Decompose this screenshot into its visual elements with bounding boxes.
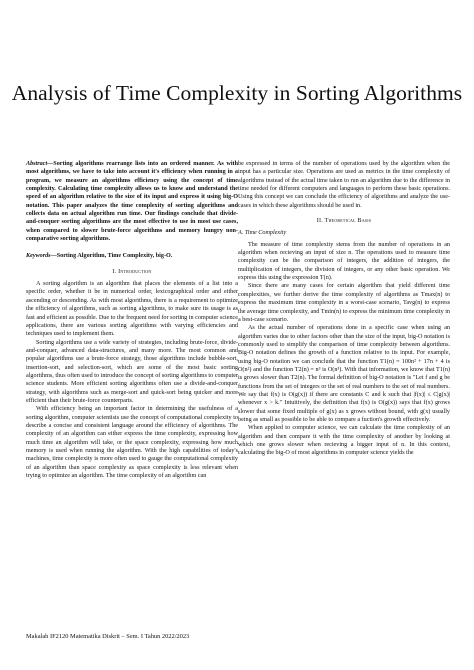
page-footer: Makalah IF2120 Matematika Diskrit – Sem. I Tahun 2022/2023 <box>26 633 190 640</box>
intro-paragraph-2: Sorting algorithms use a wide variety of strategies, including brute-force, divide-and-conquer, advanced data-structures, and many more. The most common and popular algorithms use a brute-force strategy, those algorithms include bubble-sort, insertion-sort, and selection-sort, which are some of the most basic sorting algorithms, thus often used to introduce the concept of sorting algorithms to computer science students. More efficient sorting algorithms often use a divide-and-conquer strategy, with algorithms such as merge-sort and quick-sort being quicker and more efficient than their brute-force counterparts. <box>26 339 238 404</box>
subsection-heading-time-complexity: A. Time Complexity <box>238 230 287 237</box>
theory-paragraph-2: Since there are many cases for certain algorithm that yield different time complexities, we further derive the time complexity of algorithms as Tmax(n) to express the maximum time complexity in a worst-case scenario, Tavg(n) to express the average time complexity, and Tmin(n) to express the minimum time complexity in a best-case scenario. <box>238 283 450 323</box>
right-column <box>238 160 450 458</box>
abstract <box>26 160 238 243</box>
theory-paragraph-4: When applied to computer science, we can calculate the time complexity of an algorithm and then compare it with the time complexity of another by looking at which one grows slower when recieving a bigger input of n. In this context, calculating the big-O of most algorithms in computer science yields the <box>238 425 450 457</box>
intro-paragraph-3: With efficiency being an important factor in determining the usefulness of a sorting algorithm, computer scientists use the concept of computational complexity to describe a concise and consistent language around the efficiency of algorithms. The complexity of an algorithm can either express the time complexity, expressing how much time an algorithm will take, or the space complexity, expressing how much memory is used when running the algorithm. With the high capabilities of today's machines, time complexity is more often used to gauge the computational complexity of an algorithm than space complexity as space complexity is less relevant when trying to optimize an algorithm. The time complexity of an algorithm can <box>26 406 238 480</box>
theory-paragraph-3: As the actual number of operations done in a specific case when using an algorithm varies due to other factors other than the size of the input, big-O notation is commonly used to simplify the comparison of time complexity between algorithms. Big-O notation defines the growth of a function relative to its input. For example, using big-O notation we can conclude that the function T1(n) = 100n² + 17n + 4 is O(n²) and the function T2(n) = n³ is O(n³). With that information, we know that T1(n) is grows slower than T2(n). The formal definition of big-O notation is "Let f and g be functions from the set of integers or the set of real numbers to the set of real numbers. We say that f(x) is O(g(x)) if there are constants C and k such that |f(x)| ≤ C|g(x)| whenever x > k." Intuitively, the definition that f(x) is O(g(x)) says that f(x) grows slower that some fixed multiple of g(x) as x grows without bound, with g(x) usually being as small as possible to be able to compare a fuction's growth effectively. <box>238 325 450 423</box>
intro-continuation: be expressed in terms of the number of operations used by the algorithm when the input has a particular size. Operations are used as metrics in the time complexity of algorithms instead of the actual time taken to run an algorithm due to the difference in time needed for different computers and languages to perform these basic operations. Using this concept we can conclude the efficiency of algorithms and analyze the use-cases in which these algorithms should be used in. <box>238 161 450 209</box>
theory-paragraph-1: The measure of time complexity stems from the number of operations in an algorithm when recieving an input of size n. The operations used to measure time complexity can be the comparison of integers, the addition of integers, the multiplication of integers, the division of integers, or any other basic operation. We express this using the expression T(n). <box>238 241 450 282</box>
section-heading-theoretical-basis: II. Theoretical Basis <box>316 218 372 225</box>
paper-title: Analysis of Time Complexity in Sorting Algorithms <box>11 81 463 105</box>
keywords-text: —Sorting Algorithm, Time Complexity, big-O. <box>50 253 173 260</box>
abstract-lead: Abstract <box>26 161 48 167</box>
left-column <box>26 160 238 480</box>
section-heading-introduction: I. Introduction <box>112 268 152 275</box>
abstract-text: —Sorting algorithms rearrange lists into an ordered manner. As with most algorithms, we have to take into account it's efficiency when running in a program, we measure an algorithms efficiency using the concept of time complexity. Calculating time complexity allows us to know and understand the speed of an algorithm relative to the size of its input and express it using big-O notation. This paper analyzes the time complexity of sorting algorithms and collects data on actual algorithm run time. Our findings conclude that divide-and-conquer sorting algorithms are the most effective to use in most use cases, when compared to slower brute-force algorithms and memory hungry non-comparative sorting algorithms. <box>26 161 238 243</box>
intro-paragraph-1: A sorting algorithm is an algorithm that places the elements of a list into a specific order, whether it be in numerical order, lexicographical order and either ascending or descending. As with most algorithms, there is a requirement to optimize the efficiency of algorithms, such as sorting algorithms, to make sure its usage is as fast and efficient as possible. Due to the frequent need for sorting in computer science applications, there are various sorting algorithms with varying efficiencies and techniques used to implement them. <box>26 281 238 338</box>
keywords <box>26 252 238 260</box>
keywords-lead: Keywords <box>26 253 51 260</box>
